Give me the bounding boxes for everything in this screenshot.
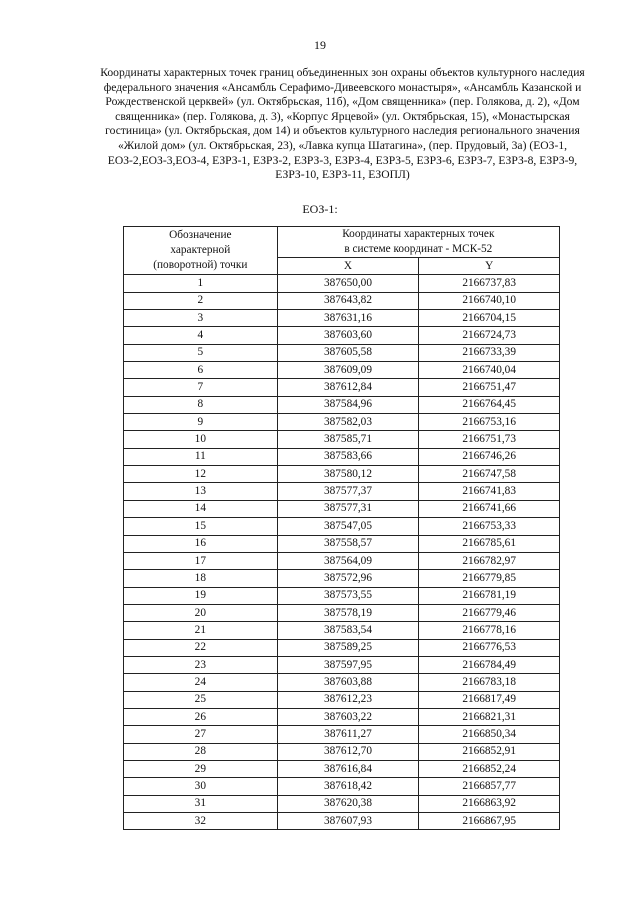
y-coordinate-cell: 2166779,85 (419, 570, 560, 587)
y-coordinate-cell: 2166852,91 (419, 743, 560, 760)
y-coordinate-cell: 2166764,45 (419, 396, 560, 413)
point-number-cell: 30 (124, 778, 278, 795)
x-coordinate-cell: 387616,84 (277, 760, 419, 777)
x-coordinate-cell: 387583,66 (277, 448, 419, 465)
x-coordinate-cell: 387607,93 (277, 813, 419, 830)
point-number-cell: 16 (124, 535, 278, 552)
x-coordinate-cell: 387603,22 (277, 708, 419, 725)
y-coordinate-cell: 2166751,47 (419, 379, 560, 396)
x-coordinate-cell: 387612,70 (277, 743, 419, 760)
point-number-cell: 10 (124, 431, 278, 448)
table-row (124, 414, 560, 431)
point-number-cell: 19 (124, 587, 278, 604)
point-header-line: характерной (170, 244, 231, 257)
y-coordinate-cell: 2166753,16 (419, 414, 560, 431)
x-coordinate-cell: 387597,95 (277, 656, 419, 673)
x-coordinate-cell: 387650,00 (277, 275, 419, 292)
y-header: Y (419, 258, 560, 275)
table-row (124, 396, 560, 413)
table-row (124, 344, 560, 361)
y-coordinate-cell: 2166817,49 (419, 691, 560, 708)
x-coordinate-cell: 387582,03 (277, 414, 419, 431)
y-coordinate-cell: 2166724,73 (419, 327, 560, 344)
table-row (124, 795, 560, 812)
table-row (124, 656, 560, 673)
x-coordinate-cell: 387612,23 (277, 691, 419, 708)
document-heading: Координаты характерных точек границ объединенных зон охраны объектов культурного наследия федерального значения «Ансамбль Серафимо-Дивеевского монастыря», «Ансамбль Казанской и Рождественской церквей» (ул. Октябрьская, 11б), «Дом священника» (пер. Голякова, д. 2), «Дом священника» (пер. Голякова, д. 3), «Корпус Ярцевой» (ул. Октябрьская, 15), «Монастырская гостиница» (ул. Октябрьская, дом 14) и объектов культурного наследия регионального значения «Жилой дом» (ул. Октябрьская, 23), «Лавка купца Шатагина», (пер. Прудовый, 3а) (ЕОЗ-1, ЕОЗ-2,ЕОЗ-3,ЕОЗ-4, ЕЗРЗ-1, ЕЗРЗ-2, ЕЗРЗ-3, ЕЗРЗ-4, ЕЗРЗ-5, ЕЗРЗ-6, ЕЗРЗ-7, ЕЗРЗ-8, ЕЗРЗ-9, ЕЗРЗ-10, ЕЗРЗ-11, ЕЗОПЛ) (100, 66, 585, 182)
table-row (124, 691, 560, 708)
y-coordinate-cell: 2166740,04 (419, 362, 560, 379)
y-coordinate-cell: 2166778,16 (419, 622, 560, 639)
point-number-cell: 11 (124, 448, 278, 465)
point-number-cell: 26 (124, 708, 278, 725)
table-row (124, 448, 560, 465)
coords-header (277, 227, 559, 258)
point-number-cell: 13 (124, 483, 278, 500)
point-number-cell: 3 (124, 310, 278, 327)
point-number-cell: 27 (124, 726, 278, 743)
x-coordinate-cell: 387547,05 (277, 518, 419, 535)
y-coordinate-cell: 2166781,19 (419, 587, 560, 604)
table-row (124, 604, 560, 621)
y-coordinate-cell: 2166747,58 (419, 466, 560, 483)
x-coordinate-cell: 387584,96 (277, 396, 419, 413)
x-coordinate-cell: 387612,84 (277, 379, 419, 396)
point-number-cell: 15 (124, 518, 278, 535)
table-subheading: ЕОЗ-1: (302, 202, 338, 216)
point-header-line: (поворотной) точки (153, 259, 248, 272)
x-coordinate-cell: 387618,42 (277, 778, 419, 795)
table-body (124, 275, 560, 830)
table-row (124, 275, 560, 292)
x-coordinate-cell: 387603,60 (277, 327, 419, 344)
point-number-cell: 20 (124, 604, 278, 621)
table-row (124, 639, 560, 656)
x-coordinate-cell: 387573,55 (277, 587, 419, 604)
table-row (124, 535, 560, 552)
table-row (124, 483, 560, 500)
x-coordinate-cell: 387643,82 (277, 292, 419, 309)
point-number-cell: 14 (124, 500, 278, 517)
point-number-cell: 17 (124, 552, 278, 569)
y-coordinate-cell: 2166737,83 (419, 275, 560, 292)
point-header (124, 227, 278, 275)
point-number-cell: 24 (124, 674, 278, 691)
point-header-line: Обозначение (169, 229, 232, 242)
x-coordinate-cell: 387583,54 (277, 622, 419, 639)
x-coordinate-cell: 387603,88 (277, 674, 419, 691)
point-number-cell: 32 (124, 813, 278, 830)
table-row (124, 743, 560, 760)
table-row (124, 466, 560, 483)
x-coordinate-cell: 387585,71 (277, 431, 419, 448)
table-row (124, 760, 560, 777)
page-number: 19 (314, 38, 326, 52)
point-number-cell: 9 (124, 414, 278, 431)
x-coordinate-cell: 387577,37 (277, 483, 419, 500)
x-coordinate-cell: 387580,12 (277, 466, 419, 483)
coords-header-line: Координаты характерных точек (342, 228, 495, 240)
table-row (124, 622, 560, 639)
point-number-cell: 29 (124, 760, 278, 777)
point-number-cell: 8 (124, 396, 278, 413)
table-row (124, 708, 560, 725)
point-number-cell: 18 (124, 570, 278, 587)
coordinates-table (123, 226, 560, 830)
y-coordinate-cell: 2166863,92 (419, 795, 560, 812)
y-coordinate-cell: 2166783,18 (419, 674, 560, 691)
table-row (124, 310, 560, 327)
y-coordinate-cell: 2166704,15 (419, 310, 560, 327)
table-row (124, 778, 560, 795)
table-row (124, 674, 560, 691)
table-row (124, 518, 560, 535)
y-coordinate-cell: 2166746,26 (419, 448, 560, 465)
table-row (124, 327, 560, 344)
point-number-cell: 28 (124, 743, 278, 760)
point-number-cell: 6 (124, 362, 278, 379)
table-row (124, 379, 560, 396)
table-row (124, 587, 560, 604)
x-coordinate-cell: 387611,27 (277, 726, 419, 743)
table-row (124, 292, 560, 309)
y-coordinate-cell: 2166779,46 (419, 604, 560, 621)
table-row (124, 726, 560, 743)
table-row (124, 362, 560, 379)
x-coordinate-cell: 387605,58 (277, 344, 419, 361)
y-coordinate-cell: 2166753,33 (419, 518, 560, 535)
y-coordinate-cell: 2166751,73 (419, 431, 560, 448)
y-coordinate-cell: 2166741,66 (419, 500, 560, 517)
point-number-cell: 5 (124, 344, 278, 361)
x-coordinate-cell: 387589,25 (277, 639, 419, 656)
point-number-cell: 7 (124, 379, 278, 396)
y-coordinate-cell: 2166785,61 (419, 535, 560, 552)
y-coordinate-cell: 2166782,97 (419, 552, 560, 569)
y-coordinate-cell: 2166740,10 (419, 292, 560, 309)
y-coordinate-cell: 2166776,53 (419, 639, 560, 656)
y-coordinate-cell: 2166850,34 (419, 726, 560, 743)
coords-header-line: в системе координат - МСК-52 (344, 243, 493, 255)
point-number-cell: 25 (124, 691, 278, 708)
point-number-cell: 21 (124, 622, 278, 639)
point-number-cell: 12 (124, 466, 278, 483)
table-row (124, 431, 560, 448)
y-coordinate-cell: 2166852,24 (419, 760, 560, 777)
point-number-cell: 22 (124, 639, 278, 656)
table-row (124, 813, 560, 830)
point-number-cell: 1 (124, 275, 278, 292)
x-coordinate-cell: 387620,38 (277, 795, 419, 812)
y-coordinate-cell: 2166821,31 (419, 708, 560, 725)
point-number-cell: 23 (124, 656, 278, 673)
x-coordinate-cell: 387577,31 (277, 500, 419, 517)
x-coordinate-cell: 387578,19 (277, 604, 419, 621)
table-row (124, 570, 560, 587)
y-coordinate-cell: 2166784,49 (419, 656, 560, 673)
y-coordinate-cell: 2166857,77 (419, 778, 560, 795)
point-number-cell: 31 (124, 795, 278, 812)
y-coordinate-cell: 2166741,83 (419, 483, 560, 500)
y-coordinate-cell: 2166733,39 (419, 344, 560, 361)
x-coordinate-cell: 387564,09 (277, 552, 419, 569)
table-row (124, 552, 560, 569)
x-coordinate-cell: 387631,16 (277, 310, 419, 327)
x-header: X (277, 258, 419, 275)
table-row (124, 500, 560, 517)
point-number-cell: 4 (124, 327, 278, 344)
x-coordinate-cell: 387609,09 (277, 362, 419, 379)
y-coordinate-cell: 2166867,95 (419, 813, 560, 830)
point-number-cell: 2 (124, 292, 278, 309)
x-coordinate-cell: 387558,57 (277, 535, 419, 552)
x-coordinate-cell: 387572,96 (277, 570, 419, 587)
